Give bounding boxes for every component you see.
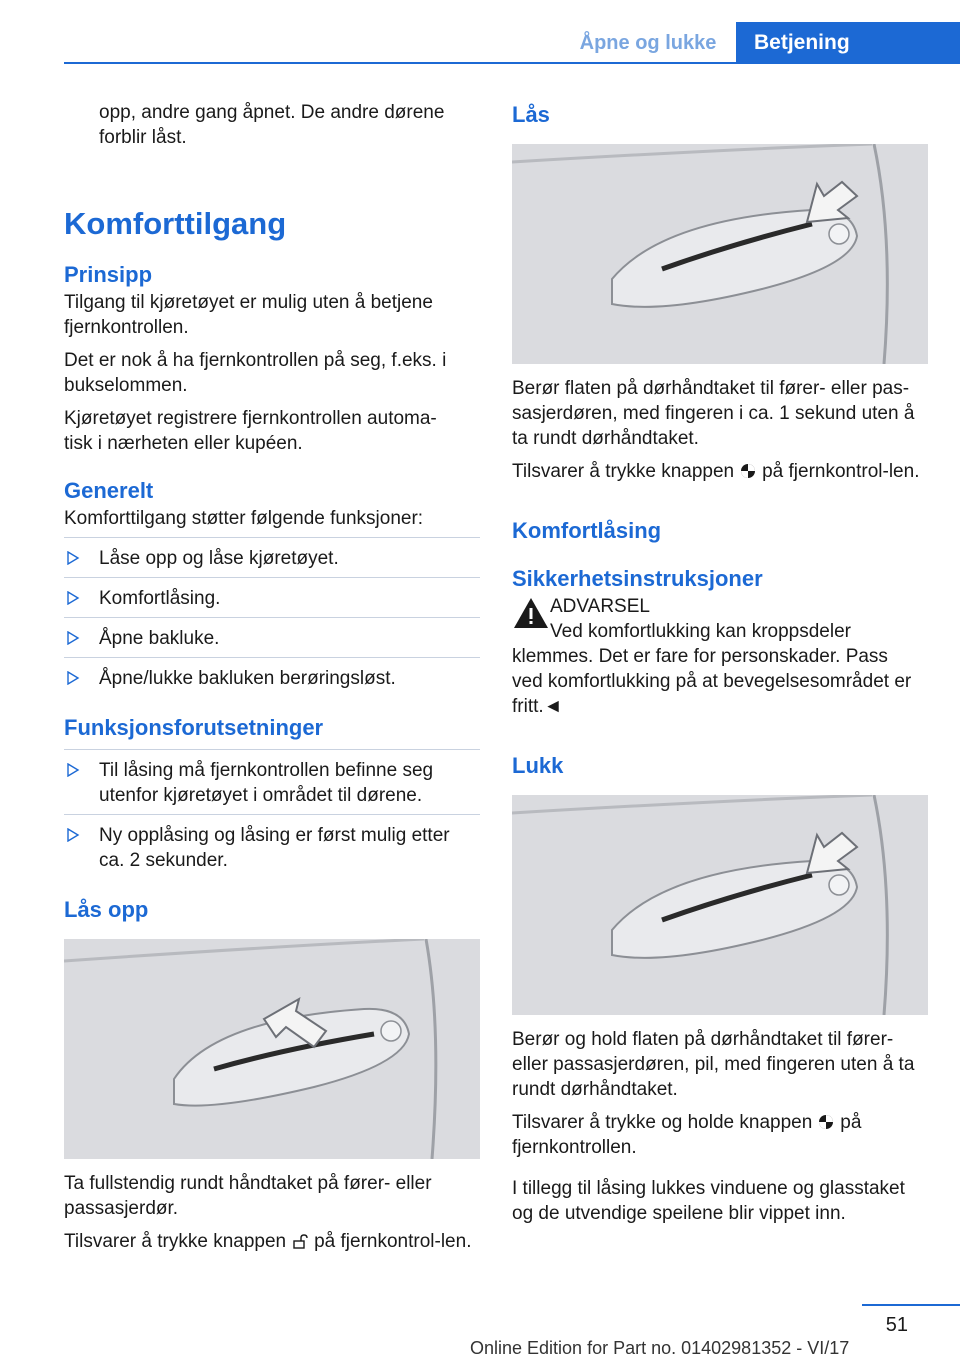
door-handle-illustration	[64, 939, 480, 1159]
warning-title: ADVARSEL	[550, 596, 650, 617]
function-list	[64, 546, 480, 691]
separator	[64, 749, 480, 750]
triangle-bullet-icon	[66, 763, 80, 777]
paragraph-prinsipp-3: Kjøretøyet registrere fjernkontrollen automa-tisk i nærheten eller kupéen.	[64, 408, 437, 454]
intro-line-2: forblir låst.	[99, 127, 187, 148]
triangle-bullet-icon	[66, 591, 80, 605]
paragraph-prinsipp-1: Tilgang til kjøretøyet er mulig uten å betjene fjernkontrollen.	[64, 292, 433, 338]
door-handle-image	[512, 144, 928, 364]
heading-las: Lås	[512, 102, 550, 127]
paragraph-las-2: Tilsvarer å trykke knappen på fjernkontrol-len.	[512, 461, 920, 482]
separator	[64, 577, 480, 578]
triangle-bullet-icon	[66, 631, 80, 645]
list-item: Komfortlåsing.	[64, 586, 480, 611]
list-item: Låse opp og låse kjøretøyet.	[64, 546, 480, 571]
footer-rule	[862, 1304, 960, 1306]
right-column	[512, 100, 928, 1226]
warning-triangle-icon	[512, 596, 550, 630]
header-section-title: Åpne og lukke	[579, 32, 717, 54]
warning-text: klemmes. Det er fare for personskader. Pass ved komfortlukking på at bevegelsesområdet er fritt.◄	[512, 646, 912, 717]
paragraph-lukk-1: Berør og hold flaten på dørhåndtaket til fører- eller passasjerdøren, pil, med fingeren uten å ta rundt dørhåndtaket.	[512, 1029, 915, 1100]
separator	[64, 814, 480, 815]
page-number: 51	[885, 1314, 908, 1336]
heading-sikkerhetsinstruksjoner: Sikkerhetsinstruksjoner	[512, 566, 763, 591]
heading-komfortlasing: Komfortlåsing	[512, 518, 662, 543]
lock-logo-button-icon	[818, 1114, 834, 1130]
paragraph-las-1: Berør flaten på dørhåndtaket til fører- eller pas-sasjerdøren, med fingeren i ca. 1 sekund uten å ta rundt dørhåndtaket.	[512, 378, 915, 449]
door-handle-illustration	[512, 795, 928, 1015]
paragraph-las-opp-1: Ta fullstendig rundt håndtaket på fører- eller passasjerdør.	[64, 1173, 432, 1219]
lock-logo-button-icon	[740, 463, 756, 479]
paragraph-generelt: Komforttilgang støtter følgende funksjoner:	[64, 508, 424, 529]
heading-lukk: Lukk	[512, 753, 564, 778]
door-handle-image	[512, 795, 928, 1015]
separator	[64, 657, 480, 658]
list-item: Åpne/lukke bakluken berøringsløst.	[64, 666, 480, 691]
paragraph-lukk-2: Tilsvarer å trykke og holde knappen på fjernkontrollen.	[512, 1112, 862, 1158]
separator	[64, 617, 480, 618]
heading-generelt: Generelt	[64, 478, 154, 503]
left-column	[64, 100, 480, 1254]
paragraph-lukk-3: I tillegg til låsing lukkes vinduene og glasstaket og de utvendige speilene blir vippet inn.	[512, 1178, 905, 1224]
warning-line-1: Ved komfortlukking kan kroppsdeler	[550, 621, 851, 642]
triangle-bullet-icon	[66, 828, 80, 842]
list-item: Ny opplåsing og låsing er først mulig etter ca. 2 sekunder.	[64, 823, 474, 873]
paragraph-las-opp-2: Tilsvarer å trykke knappen på fjernkontrol-len.	[64, 1231, 472, 1252]
heading-funksjonsforutsetninger: Funksjonsforutsetninger	[64, 715, 324, 740]
header-chapter-tab: Betjening	[736, 22, 960, 62]
heading-komforttilgang: Komforttilgang	[64, 206, 287, 241]
list-item: Åpne bakluke.	[64, 626, 480, 651]
triangle-bullet-icon	[66, 551, 80, 565]
heading-prinsipp: Prinsipp	[64, 262, 153, 287]
heading-las-opp: Lås opp	[64, 897, 149, 922]
list-item: Til låsing må fjernkontrollen befinne seg utenfor kjøretøyet i området til dørene.	[64, 758, 469, 808]
triangle-bullet-icon	[66, 671, 80, 685]
door-handle-image	[64, 939, 480, 1159]
unlock-icon	[292, 1233, 308, 1249]
condition-list	[64, 758, 480, 873]
paragraph-prinsipp-2: Det er nok å ha fjernkontrollen på seg, f.eks. i bukselommen.	[64, 350, 447, 396]
separator	[64, 537, 480, 538]
header-rule	[64, 62, 960, 64]
intro-line-1: opp, andre gang åpnet. De andre dørene	[99, 102, 445, 123]
door-handle-illustration	[512, 144, 928, 364]
footer-edition: Online Edition for Part no. 01402981352 - VI/17	[470, 1338, 850, 1358]
warning-block	[512, 594, 928, 644]
